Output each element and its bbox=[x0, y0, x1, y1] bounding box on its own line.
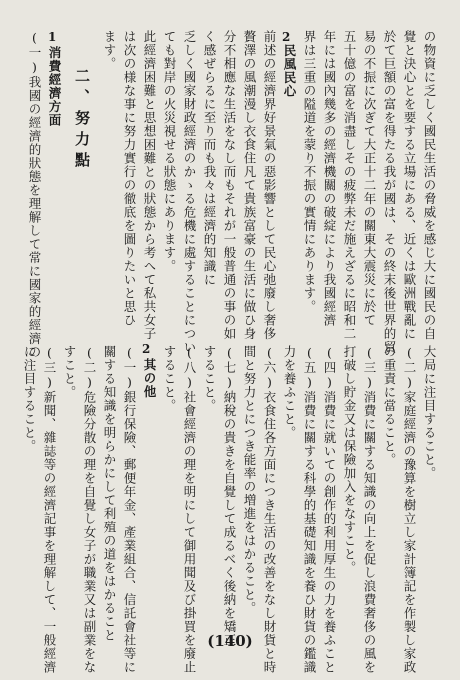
text-column: 界は三重の隘道を蒙り不振の實情にあります。 bbox=[302, 30, 317, 314]
text-column: (一)銀行保險、郵便年金、產業組合、信託會社等に bbox=[122, 345, 137, 674]
section-number: 2 bbox=[282, 30, 291, 44]
text-column: 打破し貯金又は保險加入をなすこと。 bbox=[342, 345, 357, 575]
text-column: 力を養ふこと。 bbox=[282, 345, 297, 440]
text-column: 覺と決心とを要する立場にある、近くは歐洲戰亂に bbox=[402, 30, 417, 341]
text-column: (四)消費に就いての創作的利用厚生の力を養ふこと bbox=[322, 345, 337, 674]
text-column: 此經濟困難と思想困難との狀態から考へて私共女子 bbox=[142, 30, 157, 341]
text-column: (二)危險分散の理を自覺し女子が職業又は副業をな bbox=[82, 345, 97, 674]
text-column: 關する知識を明らかにして利殖の道をはかること bbox=[102, 345, 117, 642]
text-column: の重責に當ること。 bbox=[382, 345, 397, 467]
text-column: 間と努力とにつき能率の増進をはかること。 bbox=[242, 345, 257, 615]
text-column: に注目すること。 bbox=[22, 345, 37, 453]
item-number: 2 bbox=[142, 342, 151, 356]
item-heading: 其の他 bbox=[142, 358, 157, 399]
text-column: (七)納稅の貴きを自覺して成るべく後納を矯正 bbox=[222, 345, 237, 647]
text-column: 贅澤の風潮漫し衣食住凡て貴族富豪の生活に做ひ身 bbox=[242, 30, 257, 341]
text-column: 分不相應な生活をなし而もそれが一般普通の事の如 bbox=[222, 30, 237, 341]
text-column: 前述の經濟界好景氣の惡影響として民心弛廢し奢侈 bbox=[262, 30, 277, 341]
text-column: (六)衣食住各方面につき生活の改善をなし財貨と時 bbox=[262, 345, 277, 674]
section-heading: 民風民心 bbox=[282, 44, 297, 98]
text-column: 五十億の富を消盡しその疲弊未だ施えざるに昭和二 bbox=[342, 30, 357, 341]
text-column: すること。 bbox=[162, 345, 177, 413]
page-number: (140) bbox=[207, 632, 253, 650]
text-column: 乏しく國家財政經濟のかゝる危機に處することについ bbox=[182, 30, 197, 354]
item-heading: 消費經濟方面 bbox=[47, 46, 62, 127]
text-column: (三)新聞、雜誌等の經濟記事を理解して、一般經濟 bbox=[42, 345, 57, 674]
text-column: (八)社會經濟の理を明にして御用聞及び掛買を廢止 bbox=[182, 345, 197, 674]
text-column: (五)消費に關する科學的基礎知識を養ひ財貨の鑑識 bbox=[302, 345, 317, 674]
text-column: ます。 bbox=[102, 30, 117, 71]
text-column: は次の様な事に努力實行の徹底を圖りたいと思ひ bbox=[122, 30, 137, 327]
text-column: (二)家庭經濟の豫算を樹立し家計簿記を作製し家政 bbox=[402, 345, 417, 674]
text-column: 於て巨額の富を得たる我が國は、その終末後世界的貿 bbox=[382, 30, 397, 354]
text-column: すること。 bbox=[202, 345, 217, 413]
text-column: 年には國內幾多の經濟機關の破綻により我國經濟 bbox=[322, 30, 337, 327]
text-column: ても對岸の火災視せる狀態にあります。 bbox=[162, 30, 177, 273]
text-column: の物資に乏しく國民生活の脅威を感じ大に國民の自 bbox=[422, 30, 437, 341]
text-column: く感ぜらるに至り而も我々は經濟的知識に bbox=[202, 30, 217, 287]
text-column: (一)我國の經濟的狀態を理解して常に國家的經濟の bbox=[27, 30, 42, 359]
text-column: すこと。 bbox=[62, 345, 77, 399]
text-column: 大局に注目すること。 bbox=[422, 345, 437, 480]
text-column: (三)消費に關する知識の向上を促し浪費奢侈の風を bbox=[362, 345, 377, 674]
text-column: 易の不振に次ぎて大正十二年の關東大震災に於て bbox=[362, 30, 377, 327]
item-number: 1 bbox=[48, 30, 57, 44]
chapter-heading: 二、努力點 bbox=[73, 68, 91, 173]
